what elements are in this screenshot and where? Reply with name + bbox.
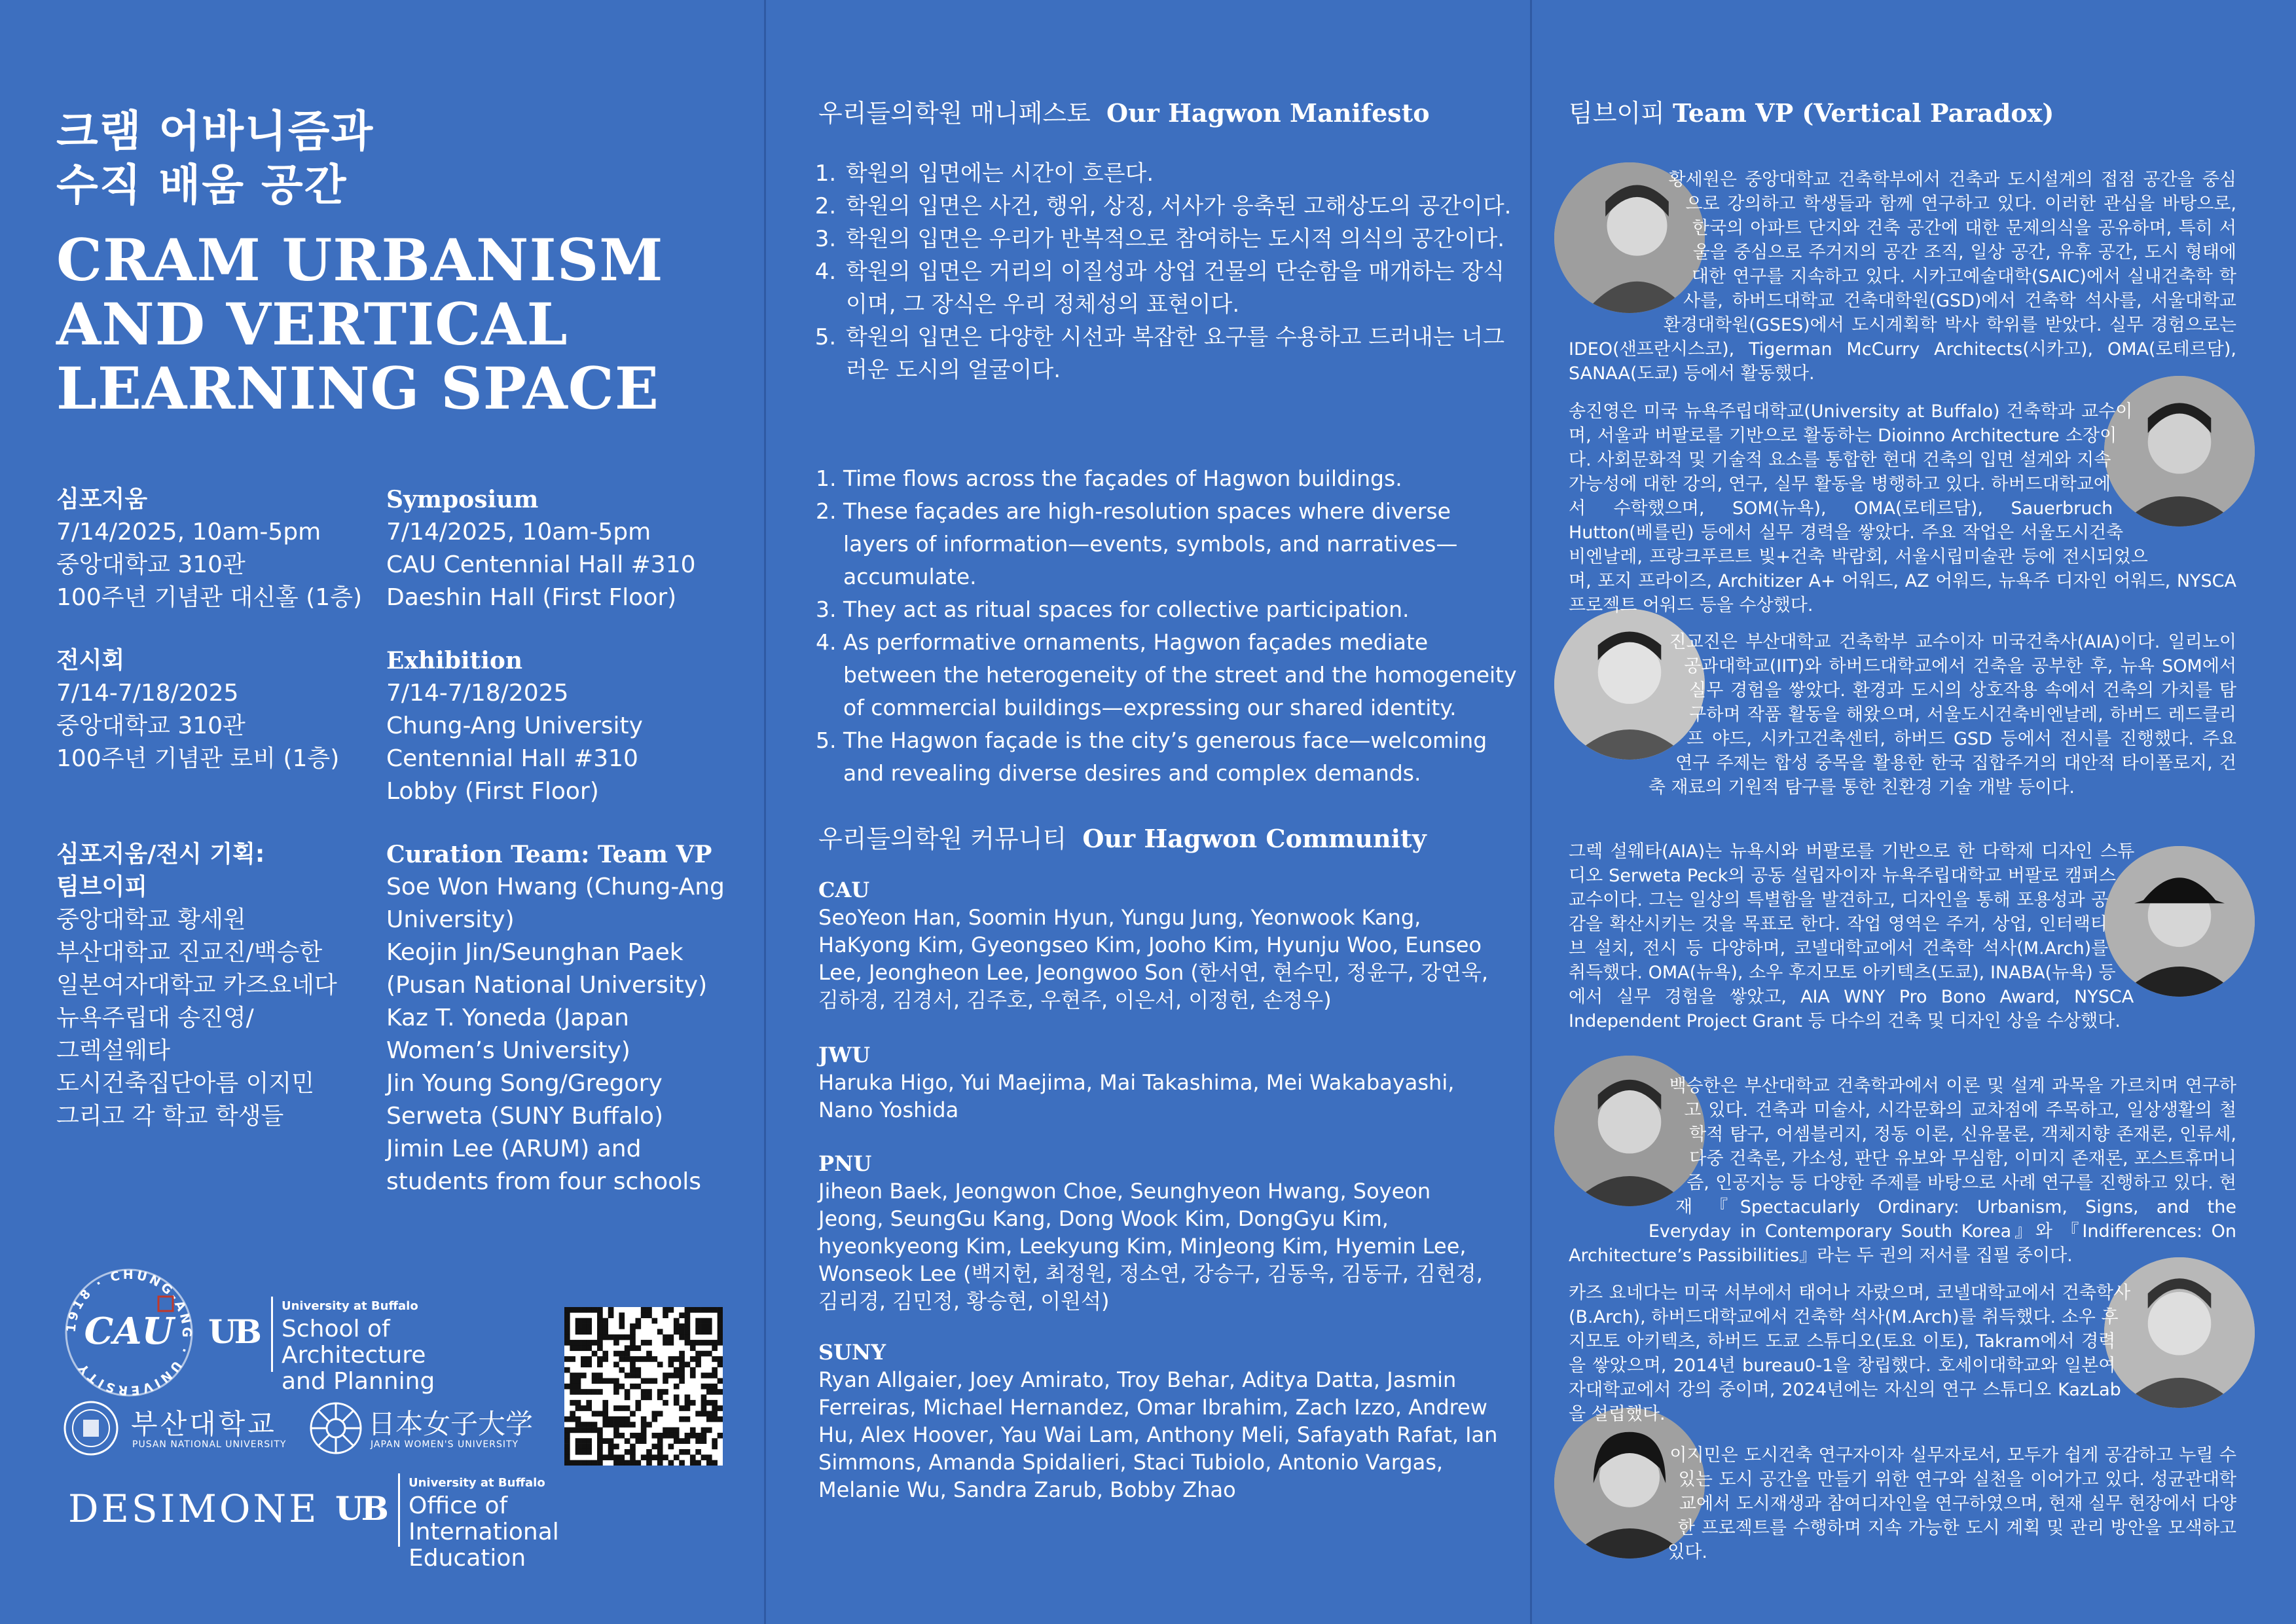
ub-international-logo [335,1473,663,1572]
jwu-logo [308,1400,543,1459]
info-line: 그렉설웨타 [56,1037,170,1064]
info-line: 100주년 기념관 대신홀 (1층) [56,584,363,611]
ub-office-line: Education [409,1545,526,1572]
bio-hwang [1569,168,2236,386]
bio-song [1569,399,2236,618]
jwu-name-en: JAPAN WOMEN'S UNIVERSITY [371,1439,519,1450]
bio-text: 송진영은 미국 뉴욕주립대학교(University at Buffalo) 건축학과 교수이며, 서울과 버팔로를 기반으로 활동하는 Dioinno Architecture 소장이다. 사회문화적 및 기술적 요소를 통합한 현대 건축의 입면 설계와 지속가능성에 대한 강의, 연구, 실무 활동을 병행하고 있다. 하버드대학교에서 수학했으며, SOM(뉴욕), OMA(로테르담), Sauerbruch Hutton(베를린) 등에서 실무 경력을 쌓았다. 주요 작업은 서울도시건축비엔날레, 프랑크푸르트 빛+건축 박람회, 서울시립미술관 등에 전시되었으며, 포지 프라이즈, Architizer A+ 어워드, AZ 어워드, 뉴욕주 디자인 어워드, NYSCA 프로젝트 어워드 등을 수상했다. [1569,401,2236,616]
info-english-column [386,483,753,1198]
bio-text: 그렉 설웨타(AIA)는 뉴욕시와 버팔로를 기반으로 한 다학제 디자인 스튜디오 Serweta Peck의 공동 설립자이자 뉴욕주립대학교 버팔로 캠퍼스 교수이다. 그는 일상의 특별함을 발견하고, 디자인을 통해 포용성과 공감을 확산시키는 것을 목표로 한다. 작업 영역은 주거, 상업, 인터랙티브 설치, 전시 등 다양하며, 코넬대학교에서 건축학 석사(M.Arch)를 취득했다. OMA(뉴욕), 소우 후지모토 아키텍츠(도쿄), INABA(뉴욕) 등에서 실무 경험을 쌓았고, AIA WNY Pro Bono Award, NYSCA Independent Project Grant 등 다수의 건축 및 디자인 상을 수상했다. [1569,841,2135,1031]
bio-jin [1569,630,2236,800]
qr-code[interactable] [564,1307,723,1466]
symposium-heading: Symposium [386,486,539,513]
ub-small-label: University at Buffalo [409,1476,545,1490]
exhibition-kr-block [56,644,364,775]
community-title-ko: 우리들의학원 커뮤니티 [818,824,1067,853]
community-title-en: Our Hagwon Community [1082,824,1427,853]
info-line: CAU Centennial Hall #310 [386,551,696,578]
community-label: JWU [818,1043,870,1067]
title-kr-line: 수직 배움 공간 [56,160,348,210]
info-line: 중앙대학교 황세원 [56,906,246,933]
community-title [818,819,1427,855]
title-english [56,228,664,420]
info-line: 중앙대학교 310관 [56,551,246,578]
info-line: 7/14-7/18/2025 [56,680,239,707]
title-kr-line: 크램 어바니즘과 [56,106,374,157]
symposium-kr-block [56,483,364,614]
bio-text: 이지민은 도시건축 연구자이자 실무자로서, 모두가 쉽게 공감하고 누릴 수 있는 도시 공간을 만들기 위한 연구와 실천을 이어가고 있다. 성균관대학교에서 도시재생과 참여디자인을 연구하였으며, 현재 실무 현장에서 다양한 프로젝트를 수행하며 지속 가능한 도시 계획 및 관리 방안을 모색하고 있다. [1667,1445,2236,1562]
pnu-logo [63,1400,299,1459]
manifesto-list-en [818,462,1518,790]
bio-text: 백승한은 부산대학교 건축학과에서 이론 및 설계 과목을 가르치며 연구하고 있다. 건축과 미술사, 시각문화의 교차점에 주목하고, 일상생활의 철학적 탐구, 어셈블리지, 정동 이론, 신유물론, 객체지향 존재론, 인류세, 다중 건축론, 가소성, 판단 유보와 무심함, 이미지 존재론, 포스트휴머니즘, 인공지능 등 다양한 주제를 바탕으로 사례 연구를 진행하고 있다. 현재 『Spectacularly Ordinary: Urbanism, Signs, and the Everyday in Contemporary South Korea』와 『Indifferences: On Architecture’s Passibilities』라는 두 권의 저서를 집필 중이다. [1569,1076,2236,1266]
info-line: Keojin Jin/Seunghan Paek [386,939,683,966]
manifesto-item: 4. As performative ornaments, Hagwon façades mediate between the heterogeneity of the street and the homogeneity of commercial buildings—expressing our shared identity. [843,626,1518,724]
info-line: students from four schools [386,1168,701,1195]
manifesto-title [818,93,1430,129]
manifesto-item: 4. 학원의 입면은 거리의 이질성과 상업 건물의 단순함을 매개하는 장식이며, 그 장식은 우리 정체성의 표현이다. [843,255,1518,321]
info-line: 도시건축집단아름 이지민 [56,1070,314,1097]
ub-mark-icon: UB [208,1312,259,1351]
title-en-line: CRAM URBANISM [56,226,664,294]
manifesto-item: 2. 학원의 입면은 사건, 행위, 상징, 서사가 응축된 고해상도의 공간이다. [843,190,1518,223]
info-line: Jin Young Song/Gregory [386,1070,663,1097]
exhibition-heading: Exhibition [386,647,523,674]
manifesto-list-kr [818,157,1518,386]
info-line: 일본여자대학교 카즈요네다 [56,972,337,999]
info-line: 뉴욕주립대 송진영/ [56,1005,254,1031]
community-names: Ryan Allgaier, Joey Amirato, Troy Behar, Aditya Datta, Jasmin Ferreiras, Michael Hernandez, Omar Ibrahim, Zach Izzo, Andrew Hu, Alex Hoover, Yau Wai Lam, Anthony Meli, Safayath Rafat, Ian Simmons, Amanda Spidalieri, Staci Tubiolo, Antonio Vargas, Melanie Wu, Sandra Zarub, Bobby Zhao [818,1367,1498,1502]
community-suny [818,1338,1499,1504]
pnu-name-en: PUSAN NATIONAL UNIVERSITY [132,1439,287,1450]
curation-heading: 심포지움/전시 기획: [56,841,265,868]
desimone-logo: DESIMONE [68,1486,319,1531]
pnu-emblem-icon [63,1400,119,1456]
info-line: University) [386,906,515,933]
info-line: 그리고 각 학교 학생들 [56,1103,284,1130]
ub-office-name [409,1493,663,1572]
title-korean [56,105,374,212]
manifesto-item: 3. They act as ritual spaces for collective participation. [843,593,1518,626]
bio-text: 진교진은 부산대학교 건축학부 교수이자 미국건축사(AIA)이다. 일리노이공과대학교(IIT)와 하버드대학교에서 건축을 공부한 후, 뉴욕 SOM에서 실무 경험을 쌓았다. 환경과 도시의 상호작용 속에서 건축의 가치를 탐구하며 작품 활동을 해왔으며, 서울도시건축비엔날레, 하버드 레드클리프 야드, 시카고건축센터, 하버드 GSD 등에서 전시를 진행했다. 주요 연구 주제는 합성 중목을 활용한 한국 집합주거의 대안적 타이폴로지, 건축 재료의 기원적 탐구를 통한 친환경 기술 개발 등이다. [1648,632,2236,798]
info-line: (Pusan National University) [386,972,708,999]
curation-en-block [386,838,753,1198]
manifesto-item: 1. 학원의 입면에는 시간이 흐른다. [843,157,1518,190]
community-names: SeoYeon Han, Soomin Hyun, Yungu Jung, Yeonwook Kang, HaKyong Kim, Gyeongseo Kim, Jooho Kim, Hyunju Woo, Eunseo Lee, Jeongheon Lee, Jeongwoo Son (한서연, 현수민, 정윤구, 강연욱, 김하경, 김경서, 김주호, 우현주, 이은서, 이정헌, 손정우) [818,905,1489,1012]
ub-school-line: and Planning [282,1368,435,1395]
info-line: Chung-Ang University [386,712,643,739]
info-line: Kaz T. Yoneda (Japan [386,1005,629,1031]
info-line: Serweta (SUNY Buffalo) [386,1103,664,1130]
community-cau [818,876,1499,1014]
jwu-emblem-icon [308,1400,364,1456]
community-jwu [818,1041,1499,1124]
cau-wordmark: CAU [84,1310,174,1353]
ub-school-line: School of Architecture [282,1316,426,1369]
community-names: Jiheon Baek, Jeongwon Choe, Seunghyeon Hwang, Soyeon Jeong, SeungGu Kang, Dong Wook Kim, DongGyu Kim, hyeonkyeong Kim, Leekyung Kim, MinJeong Kim, Hyemin Lee, Wonseok Lee (백지헌, 최정원, 정소연, 강승구, 김동욱, 김동규, 김현경, 김리경, 김민정, 황승현, 이원석) [818,1179,1483,1314]
info-line: Jimin Lee (ARUM) and [386,1135,642,1162]
bio-lee [1569,1443,2236,1574]
bio-serweta [1569,840,2236,1033]
info-line: 7/14/2025, 10am-5pm [56,519,321,545]
community-names: Haruka Higo, Yui Maejima, Mai Takashima, Mei Wakabayashi, Nano Yoshida [818,1070,1455,1122]
manifesto-item: 5. The Hagwon façade is the city’s generous face—welcoming and revealing diverse desires and complex demands. [843,724,1518,790]
info-line: 100주년 기념관 로비 (1층) [56,745,340,772]
exhibition-heading: 전시회 [56,647,125,674]
curation-heading: 팀브이피 [56,874,148,900]
info-line: Daeshin Hall (First Floor) [386,584,677,611]
manifesto-item: 3. 학원의 입면은 우리가 반복적으로 참여하는 도시적 의식의 공간이다. [843,223,1518,255]
ub-office-line: Office of International [409,1492,559,1545]
manifesto-item: 1. Time flows across the façades of Hagwon buildings. [843,462,1518,495]
info-line: 7/14-7/18/2025 [386,680,569,707]
panel-cover [0,0,765,1624]
exhibition-en-block [386,644,753,808]
pnu-name-kr: 부산대학교 [131,1408,277,1440]
manifesto-item: 2. These façades are high-resolution spaces where diverse layers of information—events, symbols, and narratives—accumulate. [843,495,1518,593]
info-korean-column [56,483,364,1133]
symposium-heading: 심포지움 [56,486,148,513]
curation-heading: Curation Team: Team VP [386,841,712,868]
bio-paek [1569,1074,2236,1268]
bio-yoneda [1569,1281,2236,1426]
info-line: Lobby (First Floor) [386,778,599,805]
manifesto-title-ko: 우리들의학원 매니페스토 [818,99,1091,128]
manifesto-item: 5. 학원의 입면은 다양한 시선과 복잡한 요구를 수용하고 드러내는 너그러운 도시의 얼굴이다. [843,321,1518,386]
info-line: 중앙대학교 310관 [56,712,246,739]
team-title [1569,93,2054,129]
info-line: 7/14/2025, 10am-5pm [386,519,651,545]
manifesto-title-en: Our Hagwon Manifesto [1106,98,1430,128]
community-label: SUNY [818,1340,886,1365]
title-en-line: LEARNING SPACE [56,354,659,422]
ub-architecture-logo [208,1297,536,1395]
bio-text: 황세원은 중앙대학교 건축학부에서 건축과 도시설계의 접점 공간을 중심으로 강의하고 학생들과 함께 연구하고 있다. 이러한 관심을 바탕으로, 한국의 아파트 단지와 건축 공간에 대한 문제의식을 공유하며, 특히 서울을 중심으로 주거지의 공간 조직, 일상 공간, 유휴 공간, 도시 형태에 대한 연구를 지속하고 있다. 시카고예술대학(SAIC)에서 실내건축학 학사를, 하버드대학교 건축대학원(GSD)에서 건축학 석사를, 서울대학교 환경대학원(GSES)에서 도시계획학 박사 학위를 받았다. 실무 경험으로는 IDEO(샌프란시스코), Tigerman McCurry Architects(시카고), OMA(로테르담), SANAA(도쿄) 등에서 활동했다. [1569,170,2236,384]
info-line: 부산대학교 진교진/백승한 [56,939,323,966]
team-title-ko: 팀브이피 [1569,99,1665,128]
cau-logo [60,1264,198,1401]
community-label: PNU [818,1151,872,1176]
bio-text: 카즈 요네다는 미국 서부에서 태어나 자랐으며, 코넬대학교에서 건축학사(B.Arch), 하버드대학교에서 건축학 석사(M.Arch)를 취득했다. 소우 후지모토 아키텍츠, 하버드 도쿄 스튜디오(토요 이토), Takram에서 경력을 쌓았으며, 2014년 bureau0-1을 창립했다. 호세이대학교와 일본여자대학교에서 강의 중이며, 2024년에는 자신의 연구 스튜디오 KazLab을 설립했다. [1569,1283,2131,1424]
community-pnu [818,1150,1499,1315]
curation-kr-block [56,838,364,1133]
team-title-en: Team VP (Vertical Paradox) [1672,98,2054,128]
symposium-en-block [386,483,753,614]
info-line: Centennial Hall #310 [386,745,638,772]
jwu-name-jp: 日本女子大学 [368,1408,534,1440]
community-label: CAU [818,877,870,902]
info-line: Soe Won Hwang (Chung-Ang [386,874,725,900]
info-line: Women’s University) [386,1037,630,1064]
ub-school-name [282,1316,536,1395]
cau-ring-text: 1918 · CHUNG-ANG · UNIVERSITY [64,1267,194,1398]
ub-small-label: University at Buffalo [282,1299,418,1313]
title-en-line: AND VERTICAL [56,290,568,358]
ub-mark-icon: UB [335,1489,386,1528]
